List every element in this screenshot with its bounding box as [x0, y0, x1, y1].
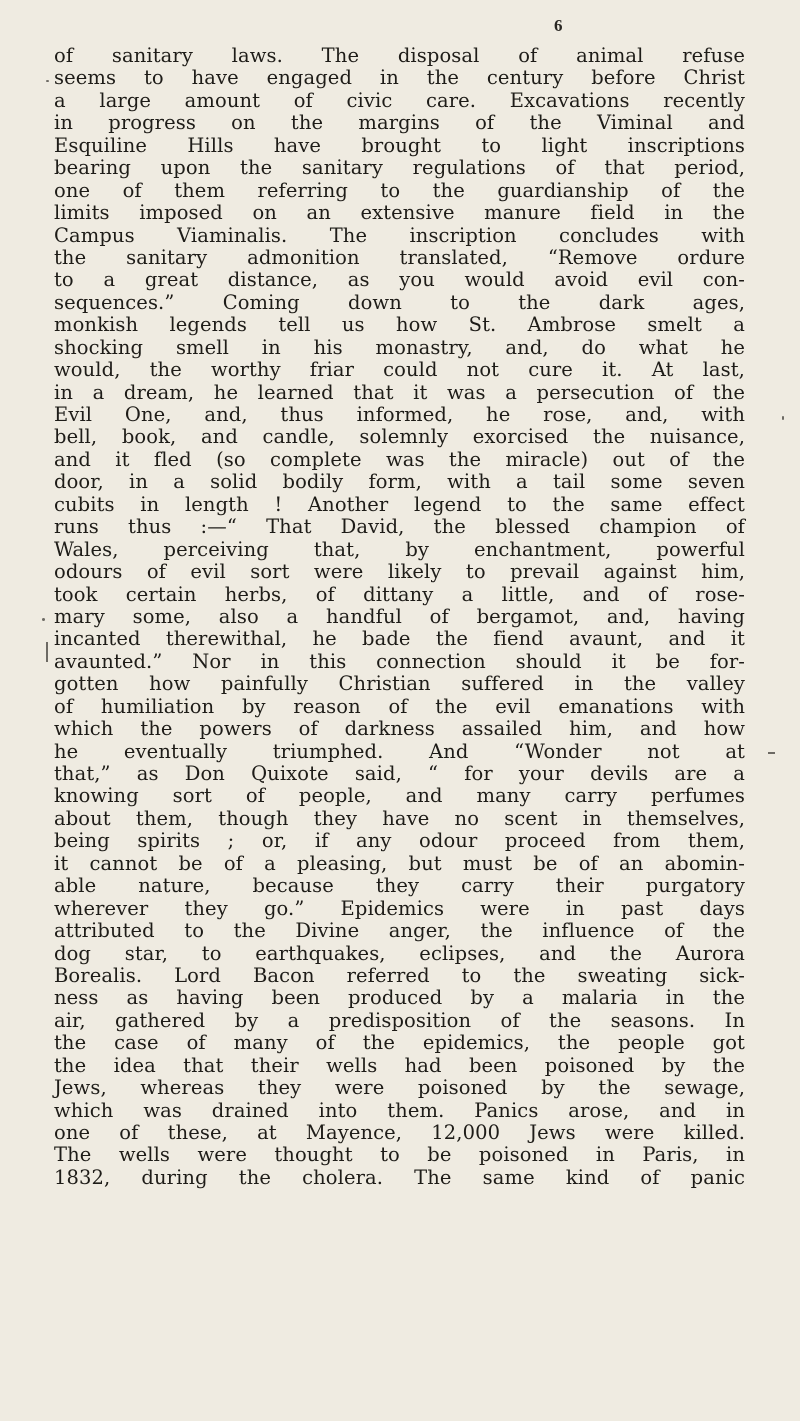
text-line: one of these, at Mayence, 12,000 Jews were killed.	[54, 1121, 745, 1144]
text-line: would, the worthy friar could not cure it. At last,	[54, 358, 745, 382]
text-line: bell, book, and candle, solemnly exorcised the nuisance,	[54, 425, 745, 449]
text-line: that,” as Don Quixote said, “ for your devils are a	[54, 762, 745, 785]
text-line: shocking smell in his monastry, and, do what he	[54, 335, 745, 359]
text-line: The wells were thought to be poisoned in Paris, in	[54, 1143, 745, 1167]
text-line: mary some, also a handful of bergamot, and, having	[54, 604, 745, 628]
text-line: knowing sort of people, and many carry perfumes	[54, 784, 745, 808]
text-line: able nature, because they carry their purgatory	[54, 874, 745, 898]
text-line: attributed to the Divine anger, the influence of the	[54, 919, 745, 943]
text-line: 1832, during the cholera. The same kind of panic	[54, 1165, 745, 1189]
text-line: of sanitary laws. The disposal of animal refuse	[54, 44, 745, 67]
text-line: which the powers of darkness assailed him, and how	[54, 717, 745, 741]
text-line: the sanitary admonition translated, “Remove ordure	[54, 245, 745, 269]
text-line: of humiliation by reason of the evil emanations with	[54, 694, 745, 718]
text-line: in a dream, he learned that it was a persecution of the	[54, 380, 745, 404]
margin-speck	[782, 416, 784, 420]
body-text	[54, 45, 745, 1189]
text-line: one of them referring to the guardianship of the	[54, 178, 745, 202]
page-number: 6	[554, 16, 563, 35]
text-line: took certain herbs, of dittany a little, and of rose-	[54, 582, 745, 606]
text-line: Campus Viaminalis. The inscription concludes with	[54, 223, 745, 247]
text-line: dog star, to earthquakes, eclipses, and the Aurora	[54, 941, 745, 965]
text-line: door, in a solid bodily form, with a tail some seven	[54, 470, 745, 494]
margin-speck	[42, 618, 45, 621]
text-line: Esquiline Hills have brought to light inscriptions	[54, 133, 745, 157]
text-line: sequences.” Coming down to the dark ages,	[54, 290, 745, 314]
text-line: ness as having been produced by a malaria in the	[54, 986, 745, 1010]
text-line: he eventually triumphed. And “Wonder not at	[54, 739, 745, 763]
text-line: a large amount of civic care. Excavations recently	[54, 88, 745, 112]
text-line: the case of many of the epidemics, the people got	[54, 1031, 745, 1055]
text-line: bearing upon the sanitary regulations of that period,	[54, 156, 745, 180]
margin-dash-mark	[768, 752, 775, 754]
text-line: and it fled (so complete was the miracle) out of the	[54, 447, 745, 471]
text-line: about them, though they have no scent in themselves,	[54, 806, 745, 830]
text-line: odours of evil sort were likely to prevail against him,	[54, 560, 745, 584]
text-line: seems to have engaged in the century before Christ	[54, 66, 745, 90]
text-line: gotten how painfully Christian suffered in the valley	[54, 672, 745, 696]
text-line: it cannot be of a pleasing, but must be of an abomin-	[54, 851, 745, 875]
text-line: being spirits ; or, if any odour proceed from them,	[54, 829, 745, 853]
text-line: Borealis. Lord Bacon referred to the sweating sick-	[54, 963, 745, 987]
text-line: avaunted.” Nor in this connection should it be for-	[54, 649, 745, 673]
text-line: limits imposed on an extensive manure field in the	[54, 201, 745, 225]
text-line: cubits in length ! Another legend to the same effect	[54, 492, 745, 516]
text-line: wherever they go.” Epidemics were in past days	[54, 896, 745, 920]
text-line: incanted therewithal, he bade the fiend avaunt, and it	[54, 627, 745, 651]
margin-speck	[46, 80, 49, 82]
text-line: to a great distance, as you would avoid evil con-	[54, 268, 745, 292]
text-line: the idea that their wells had been poisoned by the	[54, 1053, 745, 1077]
text-line: Wales, perceiving that, by enchantment, powerful	[54, 537, 745, 561]
text-line: runs thus :—“ That David, the blessed champion of	[54, 515, 745, 539]
text-line: Evil One, and, thus informed, he rose, and, with	[54, 403, 745, 426]
text-line: monkish legends tell us how St. Ambrose smelt a	[54, 313, 745, 337]
text-line: air, gathered by a predisposition of the seasons. In	[54, 1008, 745, 1032]
text-line: Jews, whereas they were poisoned by the sewage,	[54, 1076, 745, 1100]
text-line: in progress on the margins of the Viminal and	[54, 111, 745, 135]
text-line: which was drained into them. Panics arose, and in	[54, 1098, 745, 1122]
margin-tick-mark	[46, 642, 48, 662]
